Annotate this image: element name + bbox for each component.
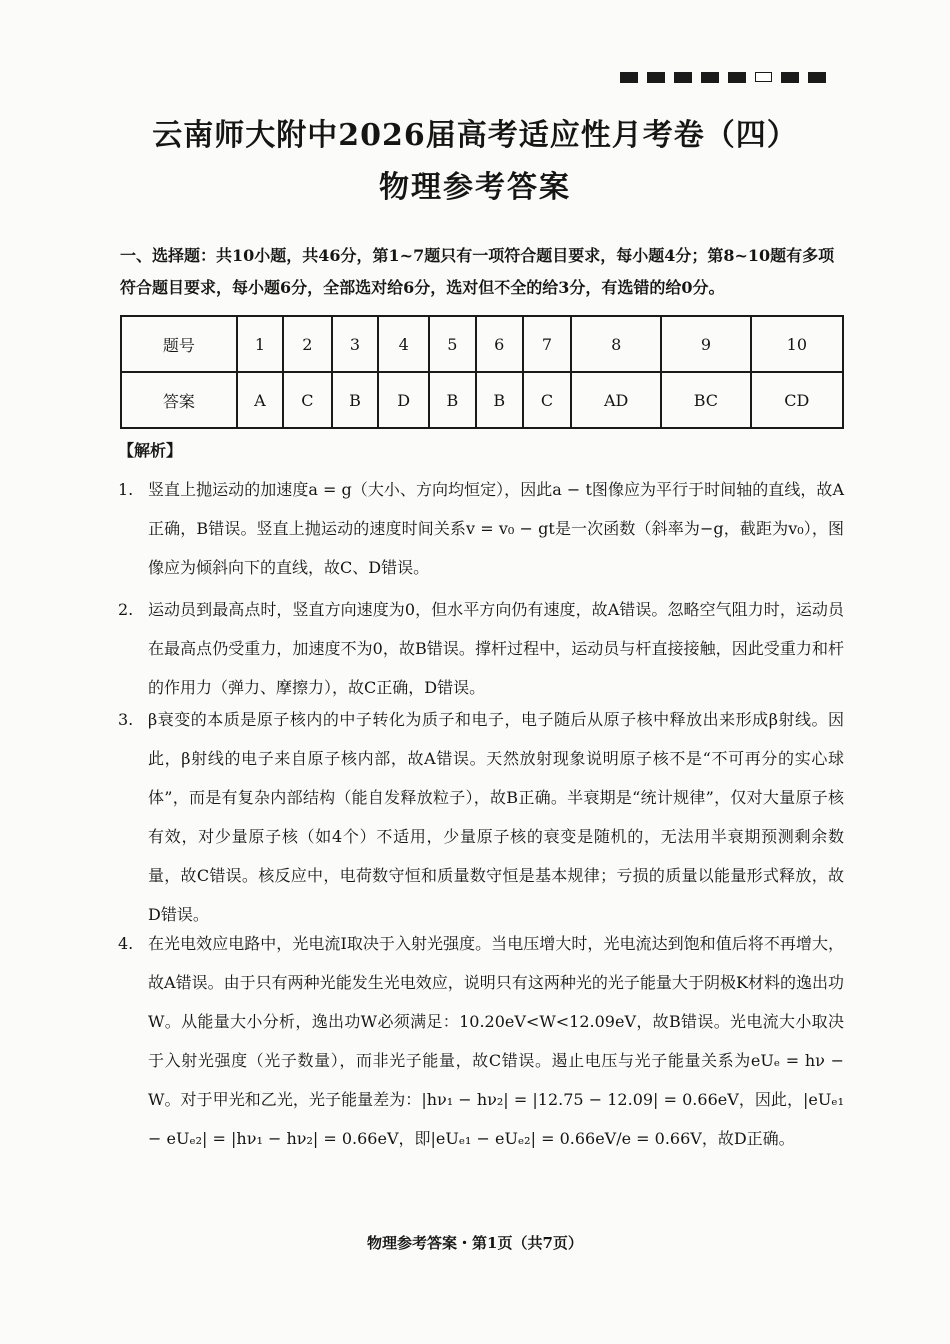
marker-block (781, 72, 799, 83)
marker-block (674, 72, 692, 83)
question-number: 3 (332, 316, 379, 372)
row-label: 题号 (121, 316, 237, 372)
answer-cell: C (283, 372, 332, 428)
table-row-numbers (121, 316, 843, 372)
analysis-item (118, 590, 844, 707)
answer-cell: BC (661, 372, 751, 428)
question-number: 9 (661, 316, 751, 372)
marker-block (647, 72, 665, 83)
section-intro: 一、选择题：共10小题，共46分，第1~7题只有一项符合题目要求，每小题4分；第8~10题有多项符合题目要求，每小题6分，全部选对给6分，选对但不全的给3分，有选错的给0分。 (120, 246, 835, 297)
marker-block (728, 72, 746, 83)
table-row-answers (121, 372, 843, 428)
question-number: 7 (523, 316, 572, 372)
question-number: 10 (751, 316, 843, 372)
answer-cell: C (523, 372, 572, 428)
answer-cell: B (332, 372, 379, 428)
item-number: 1. (118, 480, 134, 499)
analysis-item (118, 924, 844, 1158)
answer-cell: A (237, 372, 283, 428)
item-text: 在光电效应电路中，光电流I取决于入射光强度。当电压增大时，光电流达到饱和值后将不再增大，故A错误。由于只有两种光能发生光电效应，说明只有这两种光的光子能量大于阴极K材料的逸出功W。从能量大小分析，逸出功W必须满足：10.20eV<W<12.09eV，故B错误。光电流大小取决于入射光强度（光子数量），而非光子能量，故C错误。遏止电压与光子能量关系为eUₑ = hν − W。对于甲光和乙光，光子能量差为：|hν₁ − hν₂| = |12.75 − 12.09| = 0.66eV，因此，|eUₑ₁ − eUₑ₂| = |hν₁ − hν₂| = 0.66eV，即|eUₑ₁ − eUₑ₂| = 0.66eV/e = 0.66V，故D正确。 (148, 934, 844, 1148)
analysis-item (118, 470, 844, 587)
question-number: 4 (378, 316, 429, 372)
question-number: 6 (476, 316, 523, 372)
item-text: 竖直上抛运动的加速度a = g（大小、方向均恒定），因此a − t图像应为平行于时间轴的直线，故A正确，B错误。竖直上抛运动的速度时间关系v = v₀ − gt是一次函数（斜率为−g，截距为v₀），图像应为倾斜向下的直线，故C、D错误。 (148, 480, 844, 577)
answer-cell: CD (751, 372, 843, 428)
row-label: 答案 (121, 372, 237, 428)
item-number: 2. (118, 600, 134, 619)
item-number: 4. (118, 934, 134, 953)
marker-block (701, 72, 719, 83)
page-footer: 物理参考答案・第1页（共7页） (367, 1234, 583, 1252)
marker-block-open (755, 72, 772, 82)
analysis-heading: 【解析】 (118, 441, 183, 460)
marker-block (808, 72, 826, 83)
answer-table (120, 315, 844, 429)
analysis-item (118, 700, 844, 934)
question-number: 1 (237, 316, 283, 372)
marker-block (620, 72, 638, 83)
page-marker-strip (620, 72, 826, 83)
item-number: 3. (118, 710, 134, 729)
question-number: 2 (283, 316, 332, 372)
item-text: β衰变的本质是原子核内的中子转化为质子和电子，电子随后从原子核中释放出来形成β射线。因此，β射线的电子来自原子核内部，故A错误。天然放射现象说明原子核不是“不可再分的实心球体”，而是有复杂内部结构（能自发释放粒子），故B正确。半衰期是“统计规律”，仅对大量原子核有效，对少量原子核（如4个）不适用，少量原子核的衰变是随机的，无法用半衰期预测剩余数量，故C错误。核反应中，电荷数守恒和质量数守恒是基本规律；亏损的质量以能量形式释放，故D错误。 (148, 710, 844, 924)
answer-cell: B (429, 372, 476, 428)
answer-cell: B (476, 372, 523, 428)
page-subtitle: 物理参考答案 (379, 170, 571, 205)
answer-cell: AD (571, 372, 661, 428)
question-number: 5 (429, 316, 476, 372)
item-text: 运动员到最高点时，竖直方向速度为0，但水平方向仍有速度，故A错误。忽略空气阻力时，运动员在最高点仍受重力，加速度不为0，故B错误。撑杆过程中，运动员与杆直接接触，因此受重力和杆的作用力（弹力、摩擦力），故C正确，D错误。 (148, 600, 844, 697)
question-number: 8 (571, 316, 661, 372)
answer-cell: D (378, 372, 429, 428)
page-title: 云南师大附中2026届高考适应性月考卷（四） (152, 118, 798, 153)
